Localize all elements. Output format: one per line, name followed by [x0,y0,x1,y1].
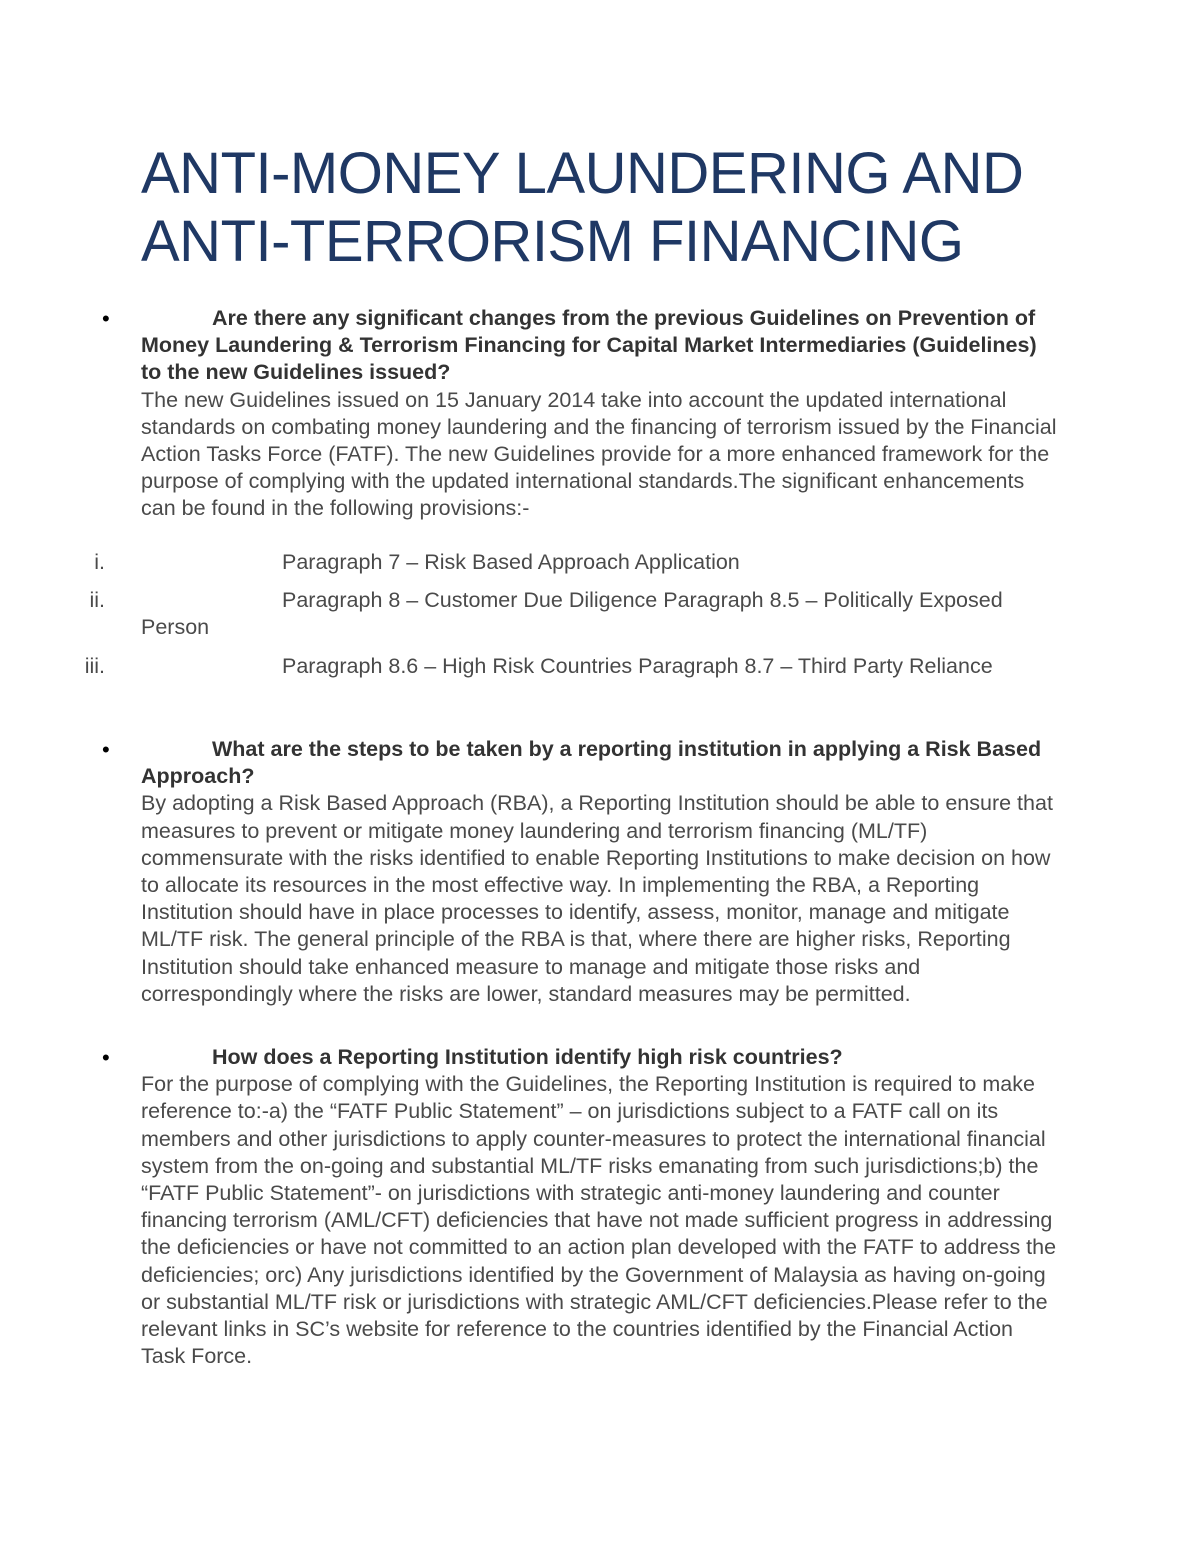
qa-section-2 [102,736,1061,1008]
provision-text: Paragraph 8.6 – High Risk Countries Paragraph 8.7 – Third Party Reliance [282,654,993,678]
answer-3: For the purpose of complying with the Guidelines, the Reporting Institution is required to make reference to:-a) the “FATF Public Statement” – on jurisdictions subject to a FATF call on its members and other jurisdictions to apply counter-measures to protect the international financial system from the on-going and substantial ML/TF risks emanating from such jurisdictions;b) the “FATF Public Statement”- on jurisdictions with strategic anti-money laundering and counter financing terrorism (AML/CFT) deficiencies that have not made sufficient progress in addressing the deficiencies or have not committed to an action plan developed with the FATF to address the deficiencies; orc) Any jurisdictions identified by the Government of Malaysia as having on-going or substantial ML/TF risk or jurisdictions with strategic AML/CFT deficiencies.Please refer to the relevant links in SC’s website for reference to the countries identified by the Financial Action Task Force. [141,1072,1057,1369]
question-2: What are the steps to be taken by a reporting institution in applying a Risk Based Approach? [141,737,1042,789]
bullet-marker: • [102,306,110,331]
question-3: How does a Reporting Institution identify high risk countries? [212,1045,843,1069]
answer-2: By adopting a Risk Based Approach (RBA), a Reporting Institution should be able to ensure that measures to prevent or mitigate money laundering and terrorism financing (ML/TF) commensurate with the risks identified to enable Reporting Institutions to make decision on how to allocate its resources in the most effective way. In implementing the RBA, a Reporting Institution should have in place processes to identify, assess, monitor, manage and mitigate ML/TF risk. The general principle of the RBA is that, where there are higher risks, Reporting Institution should take enhanced measure to manage and mitigate those risks and correspondingly where the risks are lower, standard measures may be permitted. [141,791,1053,1006]
provision-numeral: i. [94,550,105,574]
bullet-marker: • [102,737,110,762]
qa-section-3 [102,1044,1061,1370]
provision-item-2 [89,587,1021,641]
provision-numeral: ii. [89,588,105,612]
answer-1: The new Guidelines issued on 15 January 2014 take into account the updated international standards on combating money laundering and the financing of terrorism issued by the Financial Action Tasks Force (FATF). The new Guidelines provide for a more enhanced framework for the purpose of complying with the updated international standards.The significant enhancements can be found in the following provisions:- [141,387,1057,521]
question-1: Are there any significant changes from the previous Guidelines on Prevention of Money Laundering & Terrorism Financing for Capital Market Intermediaries (Guidelines) to the new Guidelines issued? [141,306,1037,385]
provision-item-3 [84,653,1021,680]
provision-text: Paragraph 8 – Customer Due Diligence Paragraph 8.5 – Politically Exposed Person [141,588,1003,640]
qa-section-1 [102,305,1061,523]
provision-text: Paragraph 7 – Risk Based Approach Application [282,550,740,574]
bullet-marker: • [102,1045,110,1070]
provision-item-1 [94,549,1021,576]
provision-numeral: iii. [84,654,105,678]
document-title: ANTI-MONEY LAUNDERING AND ANTI-TERRORISM FINANCING [141,141,1024,274]
